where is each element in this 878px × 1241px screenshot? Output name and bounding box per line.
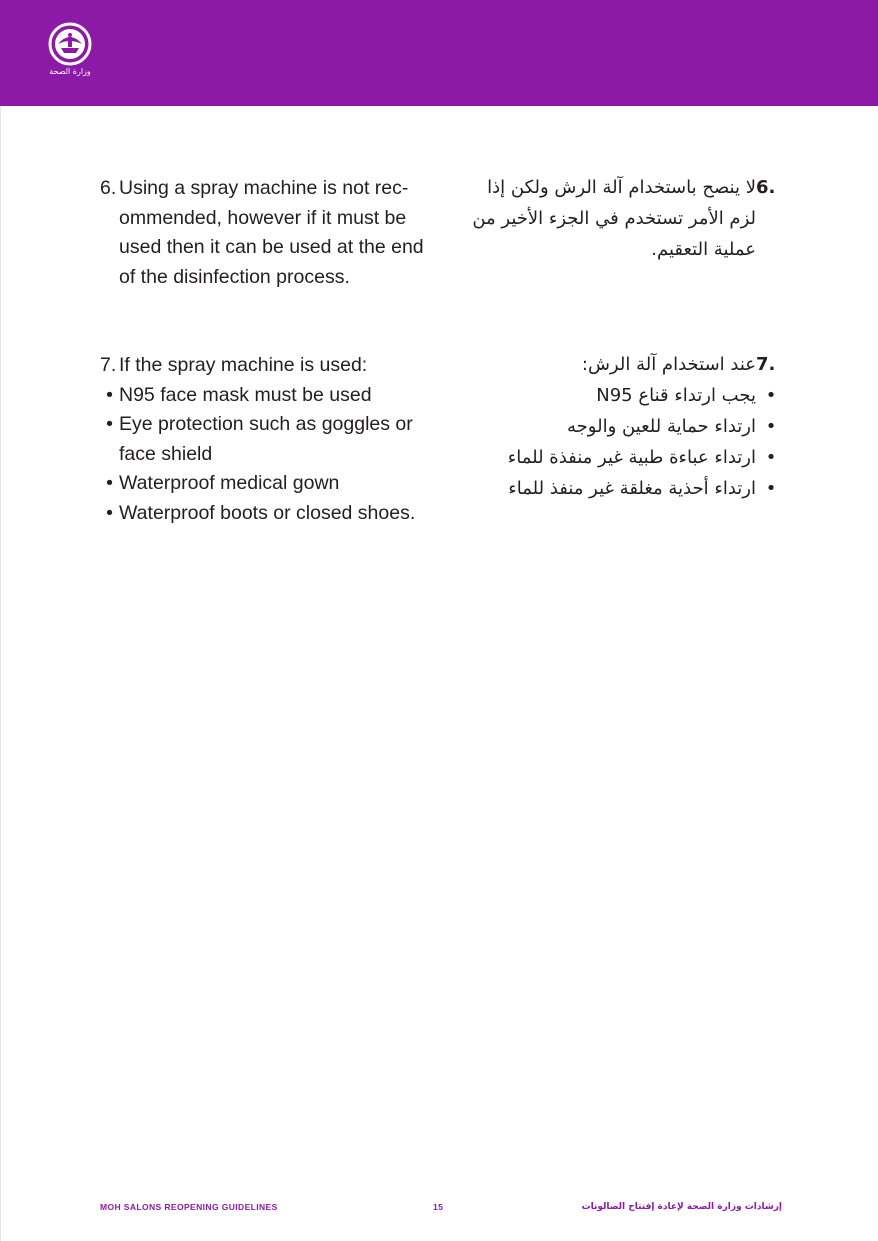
item-text: لا ينصح باستخدام آلة الرش ولكن إذا لزم الأمر تستخدم في الجزء الأخير من عملية التعقيم. xyxy=(472,177,756,260)
footer-title-arabic: إرشادات وزارة الصحة لإعادة إفتتاح الصالونات xyxy=(581,1202,782,1212)
item-6-arabic xyxy=(456,172,786,265)
list-item: • ارتداء حماية للعين والوجه xyxy=(567,416,777,437)
item-number: 6. xyxy=(100,177,117,199)
footer-title-english: MOH SALONS REOPENING GUIDELINES xyxy=(100,1202,278,1212)
list-item: • يجب ارتداء قناع N95 xyxy=(596,385,777,406)
list-item: • ارتداء عباءة طبية غير منفذة للماء xyxy=(507,447,777,468)
page-edge xyxy=(0,106,1,1241)
item-text: Using a spray machine is not rec-ommended, however if it must be used then it can be used at the end of the disinfection process. xyxy=(119,177,424,288)
bullet-list xyxy=(100,381,440,529)
item-heading: If the spray machine is used: xyxy=(119,354,368,376)
ministry-logo xyxy=(45,22,95,84)
list-item: • Eye protection such as goggles or face shield xyxy=(106,413,413,465)
page-number: 15 xyxy=(433,1202,444,1212)
item-number: 7. xyxy=(100,354,117,376)
item-6-english xyxy=(100,174,440,292)
logo-caption: وزارة الصحة xyxy=(49,67,91,76)
page-header xyxy=(0,0,878,106)
list-item: • ارتداء أحذية مغلقة غير منفذ للماء xyxy=(508,478,777,499)
emblem-icon xyxy=(48,22,92,66)
bullet-list xyxy=(456,380,786,504)
item-7-english xyxy=(100,351,440,528)
item-heading: عند استخدام آلة الرش: xyxy=(581,354,756,375)
list-item: • Waterproof medical gown xyxy=(106,472,340,494)
list-item: • Waterproof boots or closed shoes. xyxy=(106,501,416,524)
item-number: 7. xyxy=(756,354,776,375)
item-number: 6. xyxy=(756,177,776,198)
list-item: • N95 face mask must be used xyxy=(106,383,372,406)
item-7-arabic xyxy=(456,349,786,504)
